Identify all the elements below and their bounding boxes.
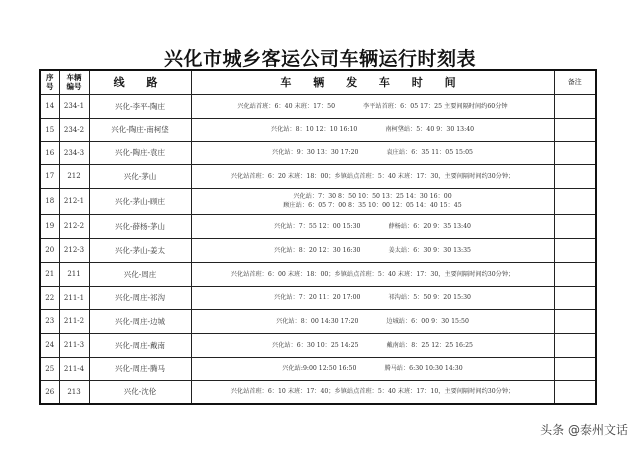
times-text: 兴化站首班：6：20 末班：18：00；乡镇站点首班：5：40 末班：17：30，主要间隔时间约30分钟；: [230, 172, 515, 180]
cell-route: 兴化-茅山-姜太: [89, 238, 191, 262]
cell-vehicle: 212: [59, 164, 89, 188]
cell-route: 兴化-陶庄-袁庄: [89, 141, 191, 164]
cell-note: [554, 238, 596, 262]
cell-note: [554, 164, 596, 188]
times-text: 兴化站首班：6：10 末班：17：40；乡镇站点首班：5：40 末班：17：10，主要间隔时间约30分钟；: [230, 388, 515, 396]
table-row: [40, 333, 596, 357]
table-row: [40, 309, 596, 333]
table-row: [40, 188, 596, 214]
cell-route: 兴化-周庄-腾马: [89, 357, 191, 380]
cell-route: 兴化-周庄-边城: [89, 309, 191, 333]
times-text: 兴化站首班：6：00 末班：18：00；乡镇站点首班：5：40 末班：17：30，主要间隔时间约30分钟；: [230, 270, 515, 278]
cell-route: 兴化-沈伦: [89, 380, 191, 404]
cell-seq: 16: [40, 141, 59, 164]
cell-seq: 24: [40, 333, 59, 357]
table-row: [40, 94, 596, 118]
table-row: [40, 118, 596, 141]
times-terminal: 薛杨站：6：20 9：35 13:40: [388, 222, 471, 230]
cell-times: [191, 286, 554, 309]
cell-vehicle: 234-1: [59, 94, 89, 118]
table-row: [40, 357, 596, 380]
cell-vehicle: 212-1: [59, 188, 89, 214]
cell-note: [554, 118, 596, 141]
cell-note: [554, 94, 596, 118]
cell-route: 兴化-薛杨-茅山: [89, 214, 191, 238]
times-terminal: 腾马站：6:30 10:30 14:30: [384, 365, 463, 372]
times-terminal: 袁庄站：6：35 11：05 15:05: [386, 149, 473, 156]
cell-vehicle: 212-3: [59, 238, 89, 262]
header-route: 线 路: [89, 70, 191, 94]
table-row: [40, 262, 596, 286]
cell-note: [554, 141, 596, 164]
cell-seq: 26: [40, 380, 59, 404]
cell-vehicle: 213: [59, 380, 89, 404]
cell-seq: 14: [40, 94, 59, 118]
cell-note: [554, 309, 596, 333]
table-row: [40, 380, 596, 404]
cell-vehicle: 234-2: [59, 118, 89, 141]
header-row: [40, 70, 596, 94]
cell-route: 兴化-陶庄-南柯垡: [89, 118, 191, 141]
header-seq-line2: 号: [46, 82, 54, 92]
times-origin: 兴化站：7：55 12：00 15:30: [274, 222, 361, 230]
cell-note: [554, 333, 596, 357]
cell-route: 兴化-周庄-祁沟: [89, 286, 191, 309]
times-line-a: 兴化站：7：30 8：50 10：50 13：25 14：30 16：00: [293, 193, 452, 200]
timetable: [39, 69, 597, 405]
header-vehicle-line1: 车辆: [66, 73, 82, 83]
table-row: [40, 214, 596, 238]
cell-vehicle: 211-4: [59, 357, 89, 380]
table-row: [40, 286, 596, 309]
cell-times: [191, 188, 554, 214]
cell-seq: 21: [40, 262, 59, 286]
times-origin: 兴化站：8：10 12：10 16:10: [270, 126, 358, 133]
watermark: 头条 @泰州文话: [540, 423, 628, 437]
table-row: [40, 238, 596, 262]
cell-times: [191, 309, 554, 333]
times-origin: 兴化站：7：20 11：20 17:00: [274, 294, 361, 301]
times-origin: 兴化站首班：6：40 末班：17：50: [237, 102, 336, 110]
cell-note: [554, 214, 596, 238]
cell-route: 兴化-茅山-顾庄: [89, 188, 191, 214]
times-line-b: 顾庄站：6：05 7：00 8：35 10：00 12：05 14：40 15：45: [283, 202, 462, 209]
cell-seq: 19: [40, 214, 59, 238]
header-seq-line1: 序: [46, 73, 54, 83]
page-title: 兴化市城乡客运公司车辆运行时刻表: [163, 48, 476, 70]
header-vehicle-line2: 编号: [66, 82, 82, 92]
cell-times: [191, 141, 554, 164]
cell-seq: 17: [40, 164, 59, 188]
header-vehicle: [59, 70, 89, 94]
cell-note: [554, 286, 596, 309]
times-terminal: 南柯垡站：5：40 9：30 13:40: [385, 126, 475, 133]
cell-vehicle: 211-3: [59, 333, 89, 357]
cell-note: [554, 357, 596, 380]
cell-vehicle: 212-2: [59, 214, 89, 238]
times-origin: 兴化站：9：30 13：30 17:20: [272, 149, 359, 156]
cell-times: [191, 214, 554, 238]
table-row: [40, 141, 596, 164]
cell-times: [191, 164, 554, 188]
cell-note: [554, 188, 596, 214]
header-times: 车 辆 发 车 时 间: [191, 70, 554, 94]
cell-times: [191, 94, 554, 118]
times-terminal: 李平站首班：6：05 17：25 主要间隔时间约60分钟: [363, 102, 508, 110]
cell-times: [191, 357, 554, 380]
times-origin: 兴化站：8：00 14:30 17:20: [276, 317, 359, 325]
cell-seq: 18: [40, 188, 59, 214]
times-terminal: 姜太站：6：30 9：30 13:35: [388, 246, 471, 254]
cell-route: 兴化-周庄-戴南: [89, 333, 191, 357]
cell-times: [191, 238, 554, 262]
header-note: 备注: [554, 70, 596, 94]
cell-note: [554, 262, 596, 286]
cell-vehicle: 234-3: [59, 141, 89, 164]
cell-seq: 23: [40, 309, 59, 333]
cell-vehicle: 211-1: [59, 286, 89, 309]
cell-route: 兴化-周庄: [89, 262, 191, 286]
cell-seq: 25: [40, 357, 59, 380]
times-origin: 兴化站：6：30 10：25 14:25: [272, 341, 359, 349]
cell-vehicle: 211: [59, 262, 89, 286]
header-seq: [40, 70, 59, 94]
times-terminal: 戴南站：8：25 12：25 16:25: [386, 341, 473, 349]
cell-note: [554, 380, 596, 404]
cell-seq: 15: [40, 118, 59, 141]
cell-times: [191, 262, 554, 286]
cell-route: 兴化-茅山: [89, 164, 191, 188]
times-terminal: 边城站：6：00 9：30 15:50: [386, 317, 469, 325]
cell-times: [191, 118, 554, 141]
times-origin: 兴化站:9:00 12:50 16:50: [282, 365, 357, 372]
cell-times: [191, 333, 554, 357]
cell-route: 兴化-李平-陶庄: [89, 94, 191, 118]
times-origin: 兴化站：8：20 12：30 16:30: [274, 246, 361, 254]
cell-times: [191, 380, 554, 404]
table-row: [40, 164, 596, 188]
times-terminal: 祁沟站：5：50 9：20 15:30: [388, 294, 471, 301]
cell-seq: 20: [40, 238, 59, 262]
cell-seq: 22: [40, 286, 59, 309]
cell-vehicle: 211-2: [59, 309, 89, 333]
